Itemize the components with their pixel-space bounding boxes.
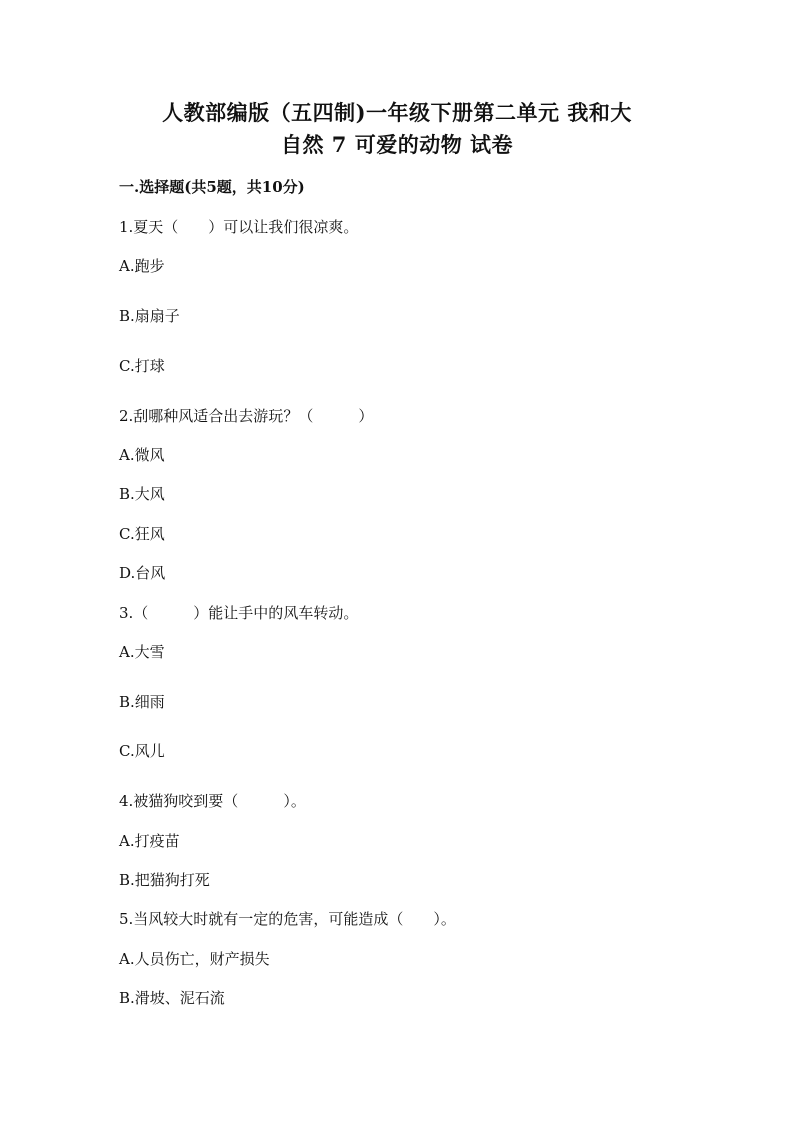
question-1-option-b: B.扇扇子 (119, 307, 180, 325)
question-2-option-a: A.微风 (119, 446, 165, 464)
question-5-stem: 5.当风较大时就有一定的危害，可能造成（ ）。 (119, 910, 456, 928)
exam-title-line-1: 人教部编版（五四制)一年级下册第二单元 我和大 (162, 100, 632, 125)
question-1-option-c: C.打球 (119, 357, 165, 375)
question-5-option-b: B.滑坡、泥石流 (119, 989, 225, 1007)
question-2-stem: 2.刮哪种风适合出去游玩？（ ） (119, 407, 374, 425)
question-4-option-b: B.把猫狗打死 (119, 871, 210, 889)
section-heading: 一.选择题(共5题，共10分) (119, 178, 305, 196)
question-3-option-b: B.细雨 (119, 693, 165, 711)
question-3-option-c: C.风儿 (119, 742, 165, 760)
question-4-option-a: A.打疫苗 (119, 832, 180, 850)
question-1-option-a: A.跑步 (119, 257, 165, 275)
question-2-option-c: C.狂风 (119, 525, 165, 543)
question-2-option-d: D.台风 (119, 564, 166, 582)
question-3-stem: 3.（ ）能让手中的风车转动。 (119, 604, 359, 622)
question-2-option-b: B.大风 (119, 485, 165, 503)
question-5-option-a: A.人员伤亡，财产损失 (119, 950, 270, 968)
question-1-stem: 1.夏天（ ）可以让我们很凉爽。 (119, 218, 359, 236)
question-4-stem: 4.被猫狗咬到要（ ）。 (119, 792, 306, 810)
question-3-option-a: A.大雪 (119, 643, 165, 661)
exam-title-line-2: 自然 7 可爱的动物 试卷 (280, 132, 514, 157)
